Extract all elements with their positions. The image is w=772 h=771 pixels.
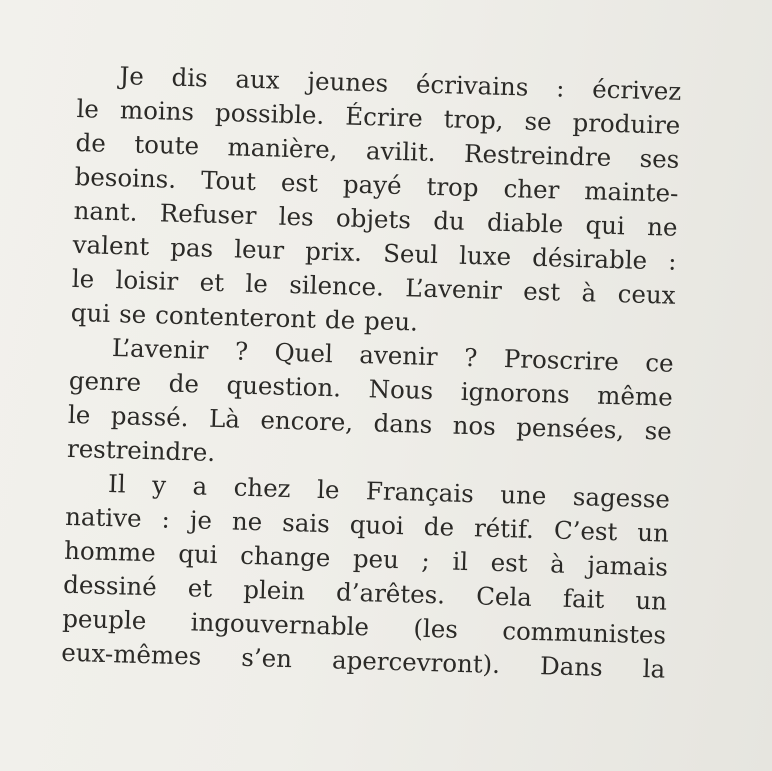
text-line: L’avenir ? Quel avenir ? Proscrire ce [111, 333, 675, 378]
text-line: native : je ne sais quoi de rétif. C’est un [64, 501, 670, 548]
text-line: dessiné et plein d’arêtes. Cela fait un [62, 569, 668, 616]
text-line: le passé. Là encore, dans nos pensées, se [67, 399, 673, 446]
text-line: homme qui change peu ; il est à jamais [63, 535, 669, 582]
paragraph [67, 330, 675, 483]
text-line: peuple ingouvernable (les communistes [61, 603, 667, 650]
text-line: valent pas leur prix. Seul luxe désirable : [72, 229, 677, 276]
text-line: eux-mêmes s’en apercevront). Dans la [60, 637, 666, 684]
text-line: Je dis aux jeunes écrivains : écrivez [119, 61, 682, 106]
paragraph [70, 58, 681, 347]
text-line: le loisir et le silence. L’avenir est à ceux [71, 263, 676, 310]
text-line: le moins possible. Écrire trop, se produire [76, 93, 681, 140]
text-line: de toute manière, avilit. Restreindre ses [75, 127, 680, 174]
text-line: qui se contenteront de peu. [70, 297, 419, 337]
paragraph [61, 466, 670, 687]
text-line: Il y a chez le Français une sagesse [107, 469, 671, 514]
text-line: genre de question. Nous ignorons même [68, 365, 674, 412]
text-line: besoins. Tout est payé trop cher mainte- [74, 161, 679, 208]
body-text [61, 58, 682, 687]
text-line: restreindre. [66, 433, 216, 467]
text-line: nant. Refuser les objets du diable qui ne [73, 195, 678, 242]
